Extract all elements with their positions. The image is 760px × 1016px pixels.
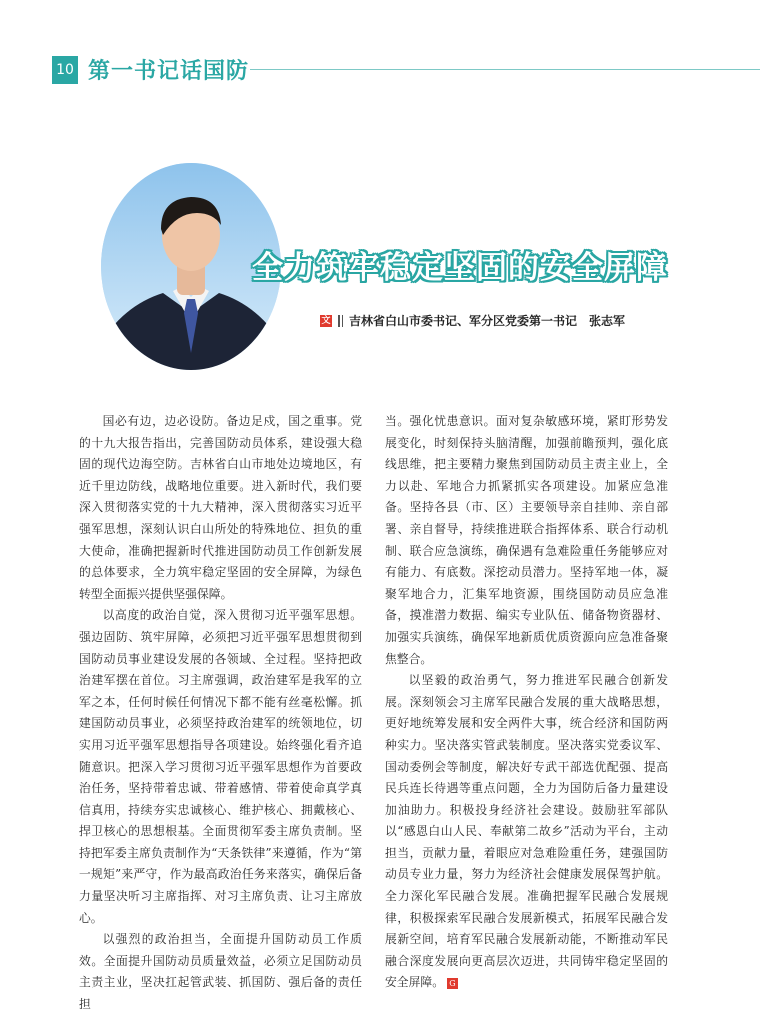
page-number: 10 (52, 56, 78, 84)
wen-mark-icon: 文 (321, 315, 331, 326)
divider-bar-icon (338, 315, 343, 327)
paragraph-text: 以坚毅的政治勇气，努力推进军民融合创新发展。深刻领会习主席军民融合发展的重大战略思想，更好地统筹发展和安全两件大事，统合经济和国防两种实力。坚决落实管武装制度。坚决落实党委议军、国动委例会等制度，解决好专武干部选优配强、提高民兵连长待遇等重点问题，全力为国防后备力量建设加油助力。积极投身经济社会建设。鼓励驻军部队以“感恩白山人民、奉献第二故乡”活动为平台，主动担当，贡献力量，着眼应对急难险重任务，建强国防动员专业力量，努力为经济社会健康发展保驾护航。全力深化军民融合发展。准确把握军民融合发展规律，积极探索军民融合发展新模式，拓展军民融合发展新空间，培育军民融合发展新动能，不断推动军民融合深度发展向更高层次迈进，共同铸牢稳定坚固的安全屏障。 (385, 673, 668, 990)
header-divider (250, 69, 760, 70)
end-mark-icon: G (447, 978, 458, 989)
article-headline: 全力筑牢稳定坚固的安全屏障 (252, 250, 668, 286)
paragraph: 以强烈的政治担当，全面提升国防动员工作质效。全面提升国防动员质量效益，必须立足国防动员主责主业，坚决扛起管武装、抓国防、强后备的责任担 (79, 932, 362, 1012)
paragraph (385, 670, 668, 994)
article-column-left (79, 411, 362, 1016)
paragraph: 以高度的政治自觉，深入贯彻习近平强军思想。强边固防、筑牢屏障，必须把习近平强军思想贯彻到国防动员事业建设发展的各领域、全过程。坚持把政治建军摆在首位。习主席强调，政治建军是我军的立军之本，任何时候任何情况下都不能有丝毫松懈。抓建国防动员事业，必须坚持政治建军的统领地位，切实用习近平强军思想指导各项建设。始终强化看齐追随意识。把深入学习贯彻习近平强军思想作为首要政治任务，坚持带着忠诚、带着感情、带着使命真学真信真用，持续夯实忠诚核心、维护核心、拥戴核心、捍卫核心的思想根基。全面贯彻军委主席负责制。坚持把军委主席负责制作为“天条铁律”来遵循，作为“第一规矩”来严守，作为最高政治任务来落实，确保后备力量坚决听习主席指挥、对习主席负责、让习主席放心。 (79, 608, 362, 925)
paragraph: 国必有边，边必设防。备边足戍，国之重事。党的十九大报告指出，完善国防动员体系，建设强大稳固的现代边海空防。吉林省白山市地处边境地区，有近千里边防线，战略地位重要。进入新时代，我们要深入贯彻落实党的十九大精神，深入贯彻落实习近平强军思想，深刻认识白山所处的特殊地位、担负的重大使命，准确把握新时代推进国防动员工作创新发展的总体要求，全力筑牢稳定坚固的安全屏障，为绿色转型全面振兴提供坚强保障。 (79, 414, 362, 601)
author-byline (320, 312, 625, 329)
section-title: 第一书记话国防 (88, 59, 250, 84)
paragraph: 当。强化忧患意识。面对复杂敏感环境，紧盯形势发展变化，时刻保持头脑清醒，加强前瞻预判，强化底线思维，把主要精力聚焦到国防动员主责主业上，全力以赴、军地合力抓紧抓实各项建设。加紧应急准备。坚持各县（市、区）主要领导亲自挂帅、亲自部署、亲自督导，持续推进联合指挥体系、联合行动机制、联合应急演练，确保遇有急难险重任务能够应对有能力、有底数。深挖动员潜力。坚持军地一体，凝聚军地合力，汇集军地资源，围绕国防动员应急准备，摸准潜力数据、编实专业队伍、储备物资器材、加强实兵演练，确保军地新质优质资源向应急准备聚焦整合。 (385, 414, 668, 666)
article-column-right (385, 411, 668, 994)
byline-text: 吉林省白山市委书记、军分区党委第一书记 张志军 (349, 314, 626, 328)
